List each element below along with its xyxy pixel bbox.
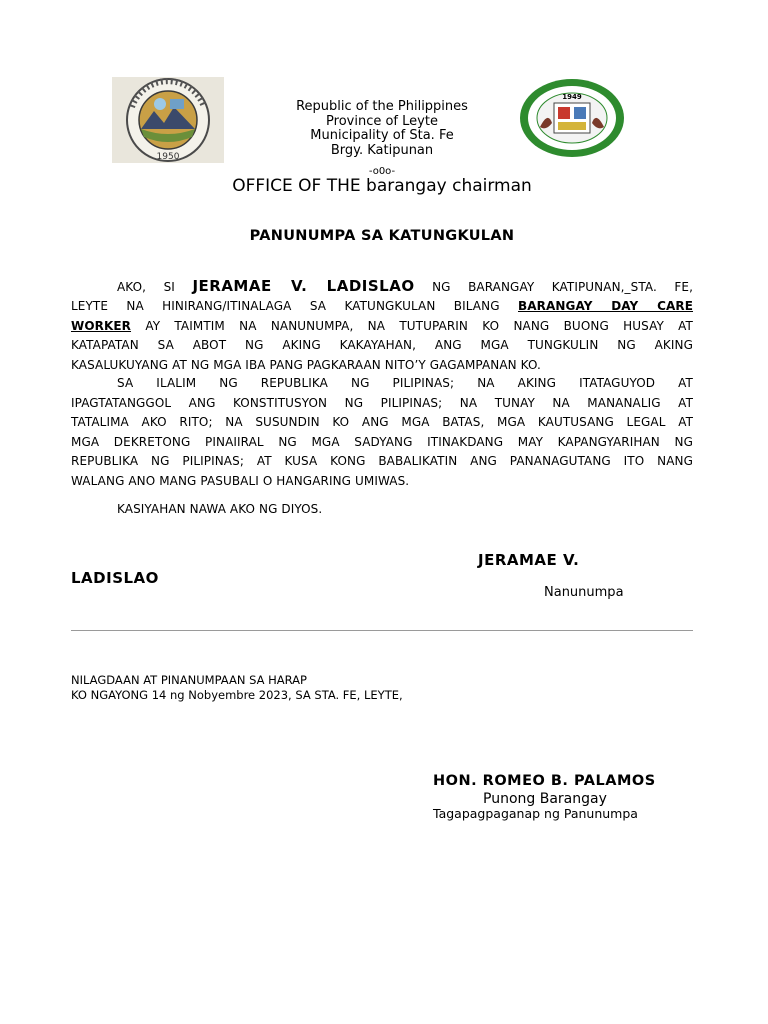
p2-line3: TATALIMA AKO RITO; NA SUSUNDIN KO ANG MGA BATAS, MGA KAUTUSANG LEGAL AT (71, 415, 693, 429)
oath-paragraph-1 (71, 276, 693, 375)
jurat-line1: NILAGDAAN AT PINANUMPAAN SA HARAP (71, 673, 307, 687)
p2-line6: WALANG ANO MANG PASUBALI O HANGARING UMIWAS. (71, 473, 410, 488)
affiant-role: Nanunumpa (544, 585, 624, 600)
p2-line1: SA ILALIM NG REPUBLIKA NG PILIPINAS; NA AKING ITATAGUYOD AT (117, 376, 693, 390)
p1-line3: AY TAIMTIM NA NANUNUMPA, NA TUTUPARIN KO NANG BUONG HUSAY AT (145, 318, 693, 333)
affiant-name-part2: LADISLAO (71, 569, 159, 587)
p1-line1-rest: NG BARANGAY KATIPUNAN,_STA. FE, (432, 280, 693, 294)
affiant-name-inline: JERAMAE V. LADISLAO (192, 277, 415, 295)
municipal-seal-right (518, 77, 626, 159)
jurat (71, 673, 403, 703)
republic-line: Republic of the Philippines (296, 99, 468, 114)
barangay-line: Brgy. Katipunan (330, 142, 434, 158)
oath-title: PANUNUMPA SA KATUNGKULAN (249, 228, 515, 244)
p2-line4: MGA DEKRETONG PINAIIRAL NG MGA SADYANG ITINAKDANG MAY KAPANGYARIHAN NG (71, 434, 693, 449)
affiant-name-part1: JERAMAE V. (478, 551, 580, 569)
official-role: Tagapagpaganap ng Panunumpa (433, 806, 638, 821)
jurat-line2: KO NGAYONG 14 ng Nobyembre 2023, SA STA. FE, LEYTE, (71, 688, 403, 702)
oath-paragraph-2 (71, 374, 693, 491)
ako-text: AKO, SI (117, 280, 175, 294)
p1-line4: KATAPATAN SA ABOT NG AKING KAKAYAHAN, ANG MGA TUNGKULIN NG AKING (71, 338, 693, 352)
position-part-a: BARANGAY DAY CARE (518, 299, 693, 313)
municipality-line: Municipality of Sta. Fe (310, 128, 454, 143)
letterhead (240, 100, 524, 158)
p1-line2: LEYTE NA HINIRANG/ITINALAGA SA KATUNGKULAN BILANG (71, 299, 500, 313)
p2-line2: IPAGTATANGGOL ANG KONSTITUSYON NG PILIPINAS; NA TUNAY NA MANANALIG AT (71, 395, 693, 410)
province-line: Province of Leyte (326, 113, 438, 129)
p1-line5: KASALUKUYANG AT NG MGA IBA PANG PAGKARAAN NITO’Y GAGAMPANAN KO. (71, 357, 541, 372)
p2-line5: REPUBLIKA NG PILIPINAS; AT KUSA KONG BABALIKATIN ANG PANANAGUTANG ITO NANG (71, 454, 693, 468)
left-seal-year: 1950 (156, 152, 180, 162)
official-name: HON. ROMEO B. PALAMOS (433, 773, 656, 789)
official-title: Punong Barangay (483, 791, 607, 807)
office-heading: OFFICE OF THE barangay chairman (232, 176, 532, 196)
oath-closing: KASIYAHAN NAWA AKO NG DIYOS. (117, 502, 323, 516)
divider (71, 630, 693, 631)
barangay-seal-left (112, 77, 224, 163)
ornament: -o0o- (368, 166, 396, 177)
right-seal-year: 1949 (562, 93, 582, 101)
position-part-b: WORKER (71, 318, 132, 333)
